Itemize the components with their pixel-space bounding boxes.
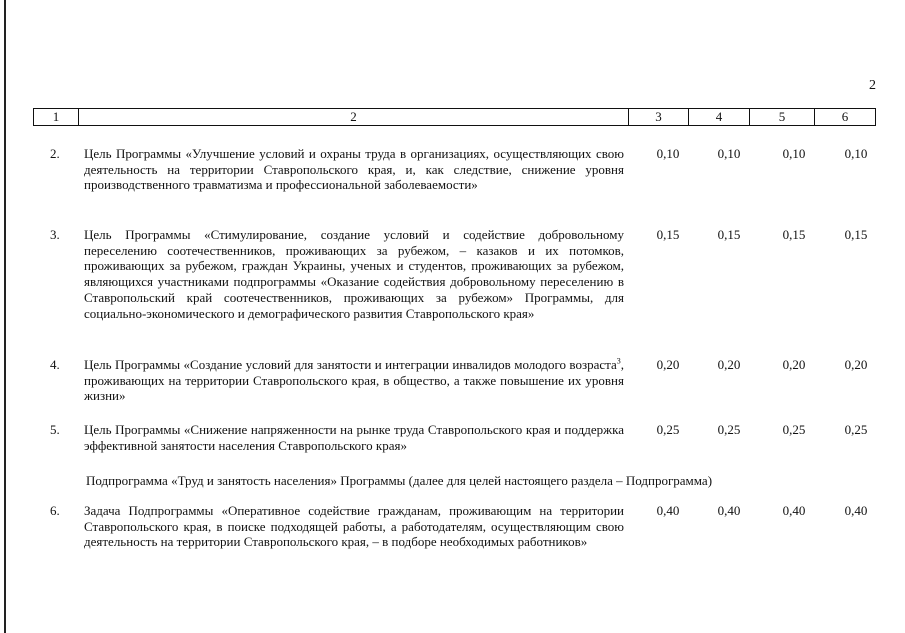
row-description-part: , проживающих на территории Ставропольского края, в общество, а также повышение их уровня жизни» bbox=[84, 357, 624, 404]
value-col-4: 0,20 bbox=[717, 357, 741, 372]
value-col-6: 0,15 bbox=[844, 227, 868, 242]
row-description: Задача Подпрограммы «Оперативное содействие гражданам, проживающим на территории Ставропольского края, в поиске подходящей работы, а работодателям, осуществляющим свою деятельность на территории Ставропольского края, – в подборе необходимых работников» bbox=[84, 503, 624, 550]
value-col-5: 0,40 bbox=[782, 503, 806, 518]
value-col-5: 0,10 bbox=[782, 146, 806, 161]
row-number: 6. bbox=[50, 503, 60, 518]
row-description: Цель Программы «Улучшение условий и охраны труда в организациях, осуществляющих свою деятельность на территории Ставропольского края, и, как следствие, снижение уровня производственного травматизма и профессиональной заболеваемости» bbox=[84, 146, 624, 193]
value-col-5: 0,20 bbox=[782, 357, 806, 372]
row-number: 3. bbox=[50, 227, 60, 242]
footnote-mark: 3 bbox=[616, 356, 621, 366]
value-col-3: 0,15 bbox=[656, 227, 680, 242]
value-col-6: 0,20 bbox=[844, 357, 868, 372]
value-col-3: 0,25 bbox=[656, 422, 680, 437]
row-description-part: Цель Программы «Создание условий для занятости и интеграции инвалидов молодого возраста bbox=[84, 357, 617, 372]
value-col-4: 0,10 bbox=[717, 146, 741, 161]
value-col-6: 0,40 bbox=[844, 503, 868, 518]
column-number-header bbox=[33, 108, 876, 126]
header-col-5: 5 bbox=[750, 109, 815, 126]
row-number: 5. bbox=[50, 422, 60, 437]
row-description: Цель Программы «Стимулирование, создание условий и содействие добровольному переселению соотечественников, проживающих за рубежом, – казаков и их потомков, проживающих за рубежом, граждан Украины, ученых и студентов, проживающих за рубежом, являющихся участниками подпрограммы «Оказание содействия добровольному переселению в Ставропольский край соотечественников, проживающих за рубежом» Программы, для социально-экономического и демографического развития Ставропольского края» bbox=[84, 227, 624, 321]
header-col-4: 4 bbox=[689, 109, 750, 126]
row-number: 2. bbox=[50, 146, 60, 161]
row-description: Цель Программы «Снижение напряженности на рынке труда Ставропольского края и поддержка эффективной занятости населения Ставропольского края» bbox=[84, 422, 624, 453]
page-number: 2 bbox=[869, 78, 876, 93]
header-col-6: 6 bbox=[815, 109, 876, 126]
value-col-4: 0,40 bbox=[717, 503, 741, 518]
header-col-1: 1 bbox=[34, 109, 79, 126]
value-col-5: 0,15 bbox=[782, 227, 806, 242]
value-col-5: 0,25 bbox=[782, 422, 806, 437]
value-col-3: 0,20 bbox=[656, 357, 680, 372]
row-description bbox=[84, 357, 624, 404]
value-col-6: 0,25 bbox=[844, 422, 868, 437]
subprogram-heading: Подпрограмма «Труд и занятость населения» Программы (далее для целей настоящего раздела – Подпрограмма) bbox=[86, 473, 713, 488]
value-col-6: 0,10 bbox=[844, 146, 868, 161]
value-col-4: 0,25 bbox=[717, 422, 741, 437]
value-col-4: 0,15 bbox=[717, 227, 741, 242]
header-col-2: 2 bbox=[79, 109, 629, 126]
header-col-3: 3 bbox=[629, 109, 689, 126]
value-col-3: 0,10 bbox=[656, 146, 680, 161]
page-edge-line bbox=[4, 0, 6, 633]
row-number: 4. bbox=[50, 357, 60, 372]
value-col-3: 0,40 bbox=[656, 503, 680, 518]
